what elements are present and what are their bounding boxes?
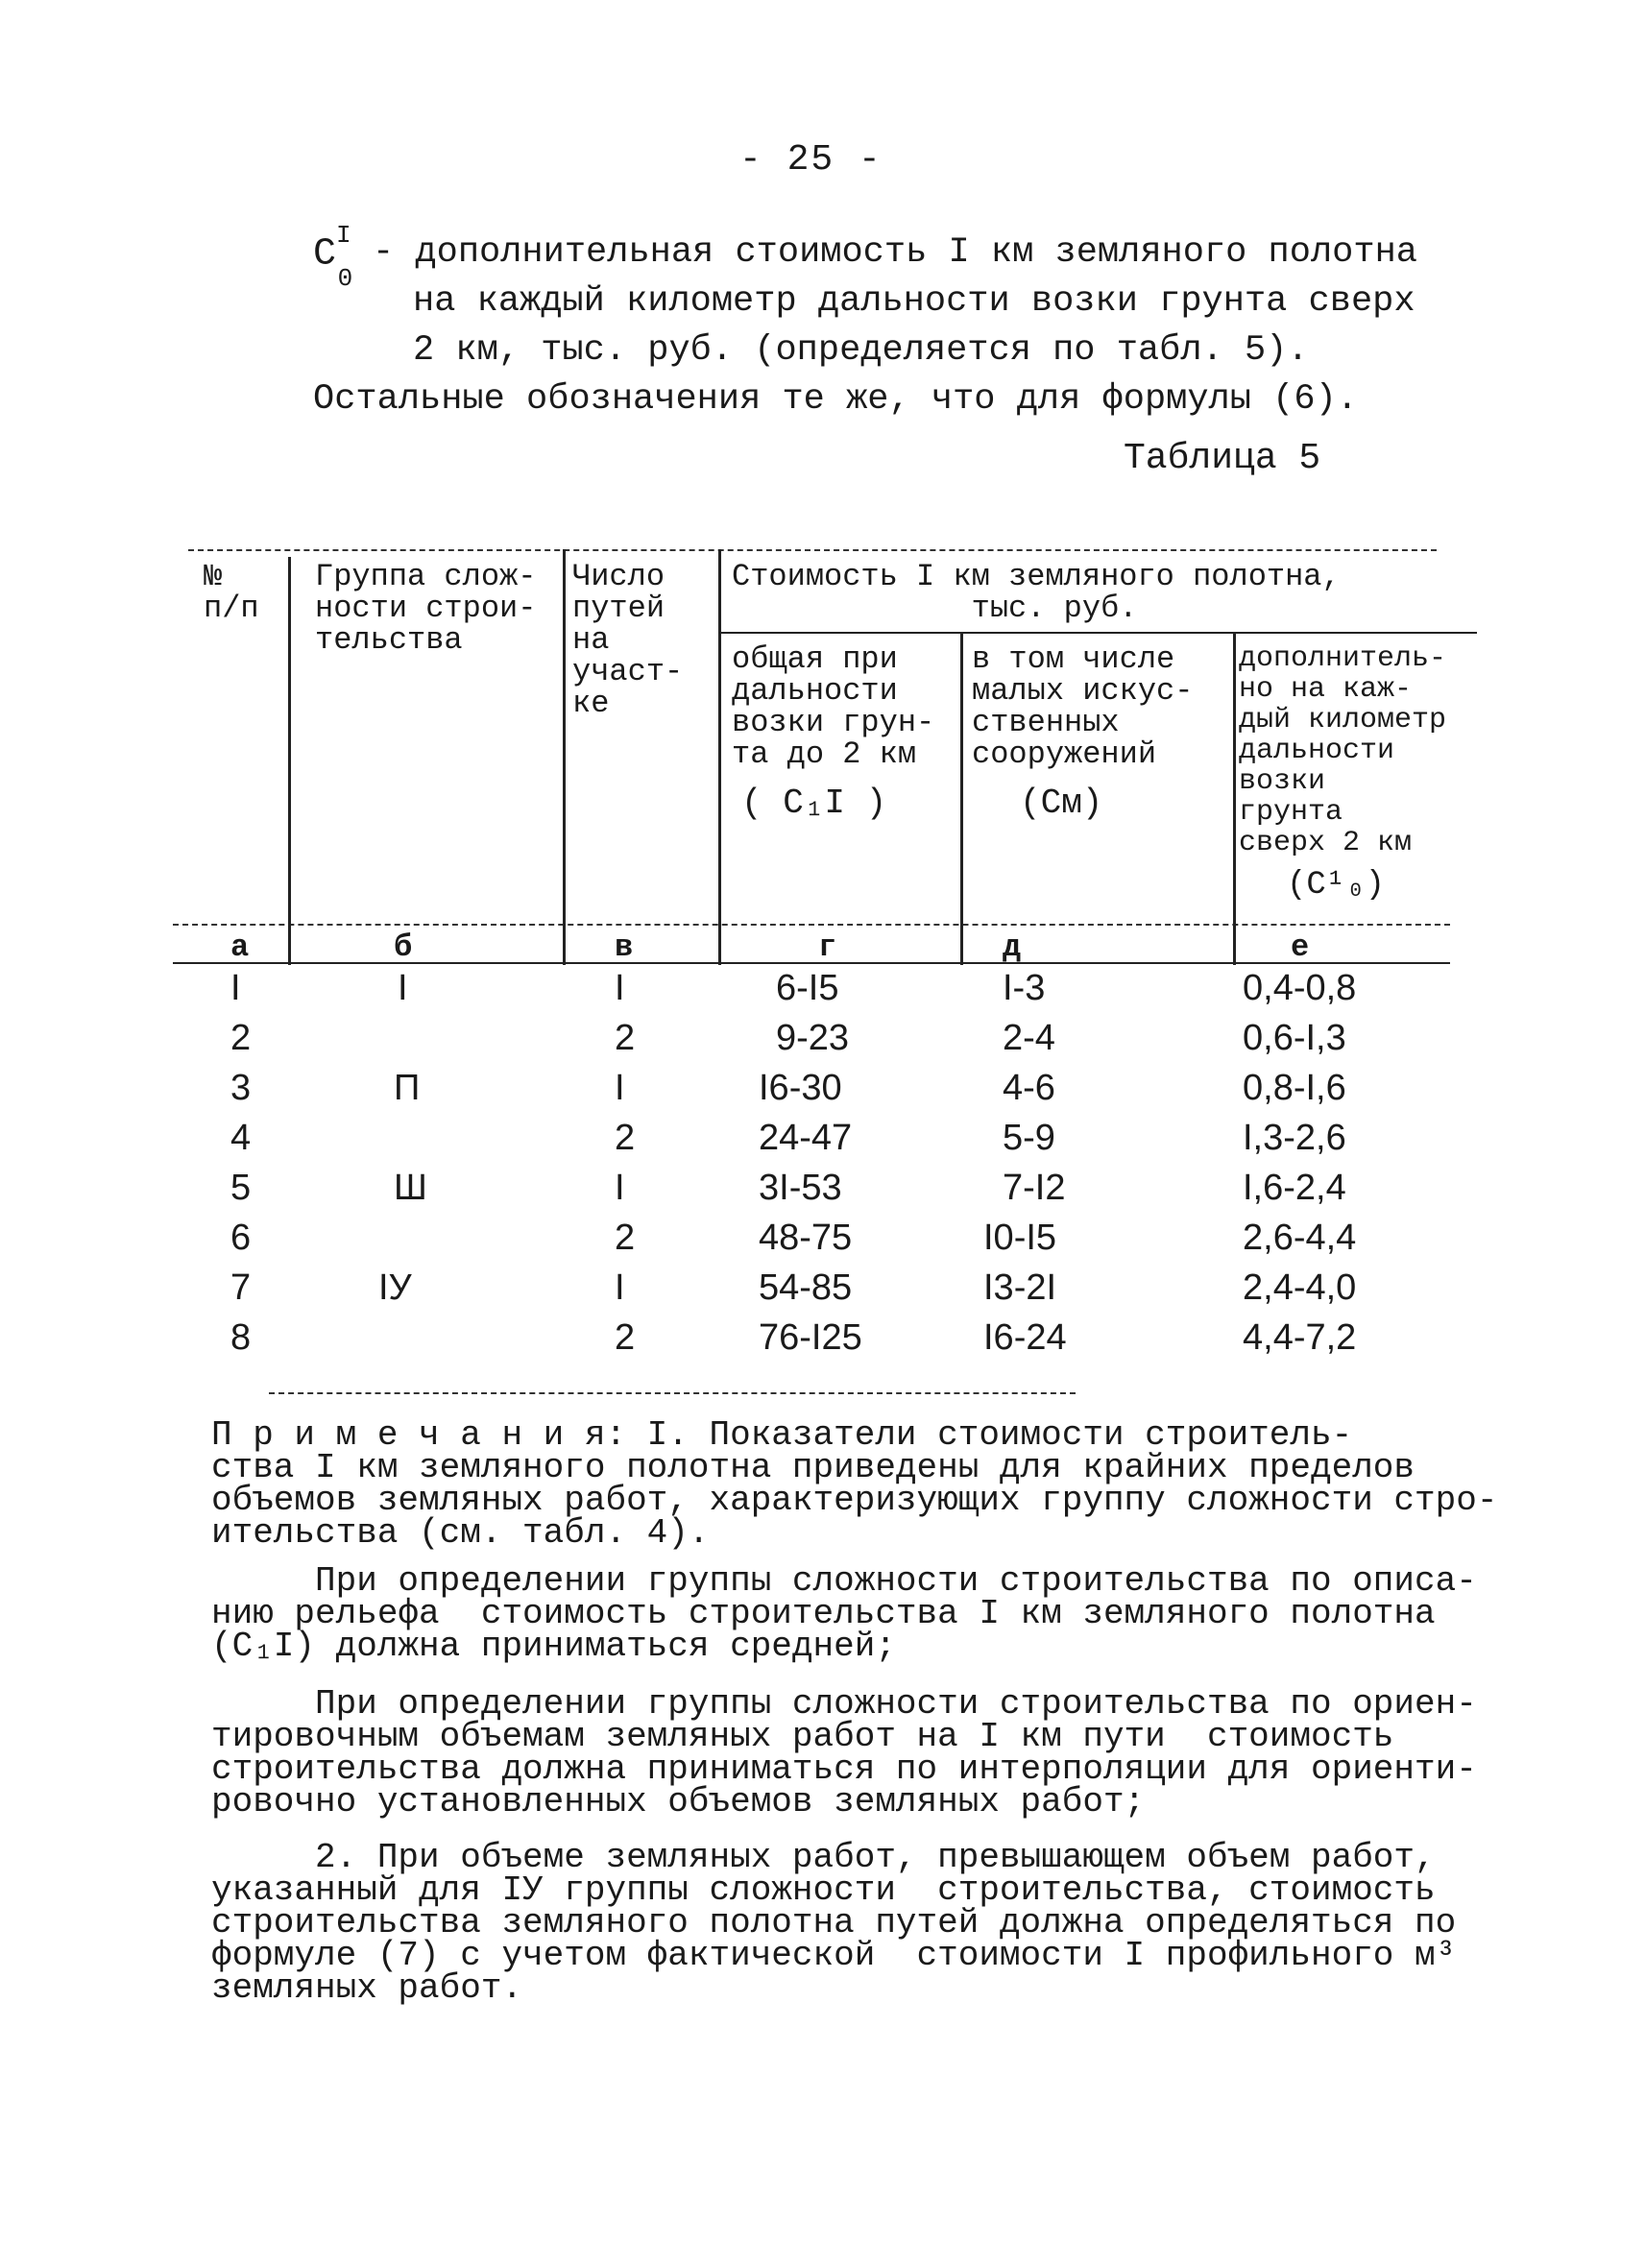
row7-num: 7 [230, 1267, 252, 1308]
row1-artificial: I-3 [1003, 968, 1046, 1008]
definition-line-2: на каждый километр дальности возки грунта сверх [413, 281, 1415, 322]
col-divider-2 [563, 549, 566, 965]
notes-paragraph-1: П р и м е ч а н и я: I. Показатели стоимости строитель- ства I км земляного полотна приведены для крайних пределов объемов земляных работ, характеризующих группу сложности стро- ительства (см. табл. 4). [211, 1415, 1498, 1553]
notes-paragraph-3: При определении группы сложности строительства по ориен- тировочным объемам земляных работ на I км пути стоимость строительства должна приниматься по интерполяции для ориенти- ровочно установленных объемов земляных работ; [211, 1684, 1477, 1822]
row2-num: 2 [230, 1018, 252, 1058]
col-divider-4 [960, 632, 963, 965]
row6-num: 6 [230, 1218, 252, 1258]
notes-paragraph-4: 2. При объеме земляных работ, превышающем объем работ, указанный для IУ группы сложности строительства, стоимость строительства земляного полотна путей должна определяться по формуле (7) с учетом фактической стоимости I профильного м³ земляных работ. [211, 1838, 1457, 2008]
row7-artificial: I3-2I [983, 1267, 1057, 1308]
col-divider-5 [1233, 632, 1236, 965]
definition-line-3: 2 км, тыс. руб. (определяется по табл. 5). [413, 330, 1309, 371]
row2-total: 9-23 [776, 1018, 850, 1058]
table-top-rule [188, 549, 1437, 551]
row5-tracks: I [615, 1168, 625, 1208]
header-additional: дополнитель- но на каж- дый километр дальности возки грунта сверх 2 км [1239, 642, 1447, 859]
letters-top-rule [173, 924, 1450, 926]
notes-paragraph-2: При определении группы сложности строительства по описа- нию рельефа стоимость строительства I км земляного полотна (C₁I) должна приниматься средней; [211, 1561, 1477, 1666]
row7-tracks: I [615, 1267, 625, 1308]
row3-total: I6-30 [759, 1068, 842, 1108]
header-additional-symbol: (C¹₀) [1287, 867, 1386, 904]
row1-additional: 0,4-0,8 [1243, 968, 1357, 1008]
col-letter-b: б [394, 929, 413, 965]
header-num: № п/п [204, 559, 259, 626]
row2-tracks: 2 [615, 1018, 636, 1058]
row1-num: I [230, 968, 241, 1008]
header-tracks: Число путей на участ- ке [572, 559, 684, 721]
col-letter-e: е [1291, 929, 1310, 965]
col-letter-v: в [615, 929, 634, 965]
header-artificial-symbol: (Cм) [1020, 784, 1103, 823]
row4-num: 4 [230, 1118, 252, 1158]
table-caption: Таблица 5 [1124, 438, 1321, 479]
row2-artificial: 2-4 [1003, 1018, 1055, 1058]
row5-artificial: 7-I2 [1003, 1168, 1066, 1208]
row8-num: 8 [230, 1317, 252, 1358]
row4-artificial: 5-9 [1003, 1118, 1055, 1158]
row5-num: 5 [230, 1168, 252, 1208]
row3-artificial: 4-6 [1003, 1068, 1055, 1108]
row2-additional: 0,6-I,3 [1243, 1018, 1346, 1058]
row3-num: 3 [230, 1068, 252, 1108]
col-letter-d: д [1003, 929, 1022, 965]
row1-tracks: I [615, 968, 625, 1008]
row3-tracks: I [615, 1068, 625, 1108]
row3-group: П [394, 1068, 421, 1108]
row6-total: 48-75 [759, 1218, 853, 1258]
row8-total: 76-I25 [759, 1317, 862, 1358]
table-bottom-rule [269, 1392, 1076, 1394]
row4-total: 24-47 [759, 1118, 853, 1158]
row4-additional: I,3-2,6 [1243, 1118, 1346, 1158]
row5-additional: I,6-2,4 [1243, 1168, 1346, 1208]
definition-line-1: - дополнительная стоимость I км земляного полотна [373, 232, 1417, 273]
col-divider-3 [718, 549, 721, 965]
row3-additional: 0,8-I,6 [1243, 1068, 1346, 1108]
col-divider-1 [288, 557, 291, 965]
row1-group: I [398, 968, 408, 1008]
row7-group: IУ [378, 1267, 412, 1308]
row8-additional: 4,4-7,2 [1243, 1317, 1357, 1358]
definition-note: Остальные обозначения те же, что для формулы (6). [313, 379, 1358, 420]
row6-additional: 2,6-4,4 [1243, 1218, 1357, 1258]
subheader-rule [718, 632, 1477, 634]
page-number: - 25 - [739, 139, 883, 181]
row4-tracks: 2 [615, 1118, 636, 1158]
row8-artificial: I6-24 [983, 1317, 1067, 1358]
row5-total: 3I-53 [759, 1168, 842, 1208]
header-total-symbol: ( C₁I ) [741, 784, 887, 823]
header-group: Группа слож- ности строи- тельства [315, 559, 537, 658]
cost-symbol: $C^I_0$ [313, 221, 353, 294]
row1-total: 6-I5 [776, 968, 839, 1008]
row7-total: 54-85 [759, 1267, 853, 1308]
header-total: общая при дальности возки грун- та до 2 км [732, 641, 935, 772]
header-artificial: в том числе малых искус- ственных сооружений [972, 641, 1194, 772]
row5-group: Ш [394, 1168, 427, 1208]
col-letter-g: г [818, 929, 837, 965]
col-letter-a: а [230, 929, 250, 965]
row8-tracks: 2 [615, 1317, 636, 1358]
row7-additional: 2,4-4,0 [1243, 1267, 1357, 1308]
row6-tracks: 2 [615, 1218, 636, 1258]
row6-artificial: I0-I5 [983, 1218, 1057, 1258]
header-cost: Стоимость I км земляного полотна, тыс. руб. [732, 559, 1341, 626]
letters-bottom-rule [173, 962, 1450, 964]
